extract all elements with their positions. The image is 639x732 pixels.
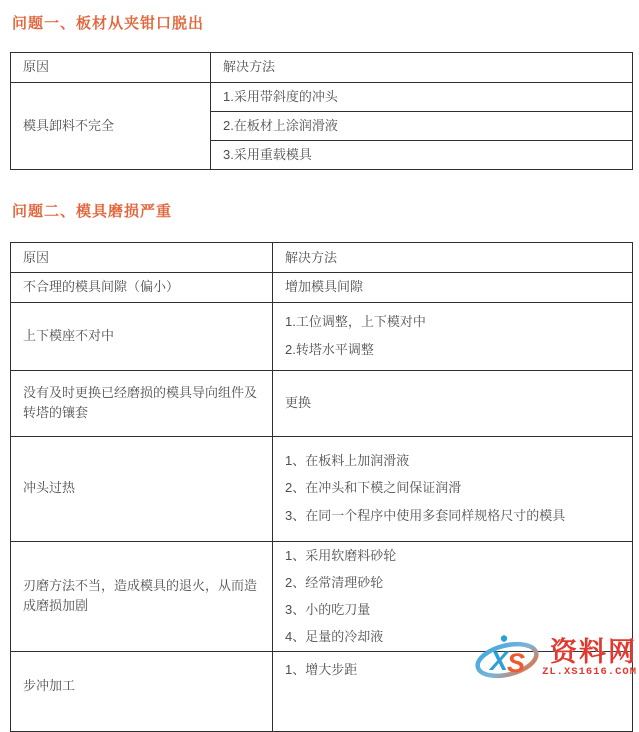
watermark-site-url: ZL.XS1616.COM — [542, 665, 637, 678]
cause-cell: 步冲加工 — [11, 652, 273, 732]
solution-line: 3、在同一个程序中使用多套同样规格尺寸的模具 — [285, 507, 566, 523]
cause-cell: 没有及时更换已经磨损的模具导向组件及转塔的镶套 — [11, 370, 273, 436]
solution-cell — [273, 436, 633, 541]
solution-line: 4、足量的冷却液 — [285, 628, 384, 644]
solution-line: 3、小的吃刀量 — [285, 601, 371, 617]
header-solution: 解决方法 — [273, 243, 633, 273]
table-row — [11, 436, 633, 541]
solution-line: 2、在冲头和下模之间保证润滑 — [285, 480, 462, 496]
solution-line: 1、在板料上加润滑液 — [285, 453, 410, 469]
header-cause: 原因 — [11, 53, 211, 83]
solution-cell — [273, 541, 633, 652]
solution-line: 1.工位调整，上下模对中 — [285, 314, 426, 330]
section2-title: 问题二、模具磨损严重 — [12, 203, 173, 221]
cause-cell: 上下模座不对中 — [11, 302, 273, 370]
solution-line: 2、经常清理砂轮 — [285, 574, 384, 590]
solution-cell — [273, 302, 633, 370]
solution-cell: 2.在板材上涂润滑液 — [211, 112, 633, 141]
cause-cell: 模具卸料不完全 — [11, 83, 211, 170]
solution-line: 1、增大步距 — [285, 662, 358, 678]
table-header-row — [11, 243, 633, 273]
solution-line: 1、采用软磨料砂轮 — [285, 547, 397, 563]
solution-cell: 1.采用带斜度的冲头 — [211, 83, 633, 112]
solution-cell: 3.采用重载模具 — [211, 141, 633, 170]
cause-cell: 不合理的模具间隙（偏小） — [11, 273, 273, 302]
solution-cell: 更换 — [273, 370, 633, 436]
table-row — [11, 541, 633, 652]
table-row — [11, 273, 633, 302]
cause-cell: 冲头过热 — [11, 436, 273, 541]
table-row — [11, 302, 633, 370]
solution-cell — [273, 652, 633, 732]
table-row — [11, 652, 633, 732]
header-cause: 原因 — [11, 243, 273, 273]
solution-line: 2.转塔水平调整 — [285, 341, 374, 357]
logo-letter-s: S — [507, 648, 526, 678]
table-row — [11, 83, 633, 112]
watermark-site-name: 资料网 — [550, 636, 637, 667]
logo-letter-x: X — [490, 646, 509, 676]
section1-title: 问题一、板材从夹钳口脱出 — [12, 15, 205, 32]
solution-cell: 增加模具间隙 — [273, 273, 633, 302]
table-header-row — [11, 53, 633, 83]
problem1-table — [10, 52, 633, 170]
cause-cell: 刃磨方法不当，造成模具的退火，从而造成磨损加剧 — [11, 541, 273, 652]
table-row — [11, 370, 633, 436]
problem2-table — [10, 242, 633, 732]
header-solution: 解决方法 — [211, 53, 633, 83]
